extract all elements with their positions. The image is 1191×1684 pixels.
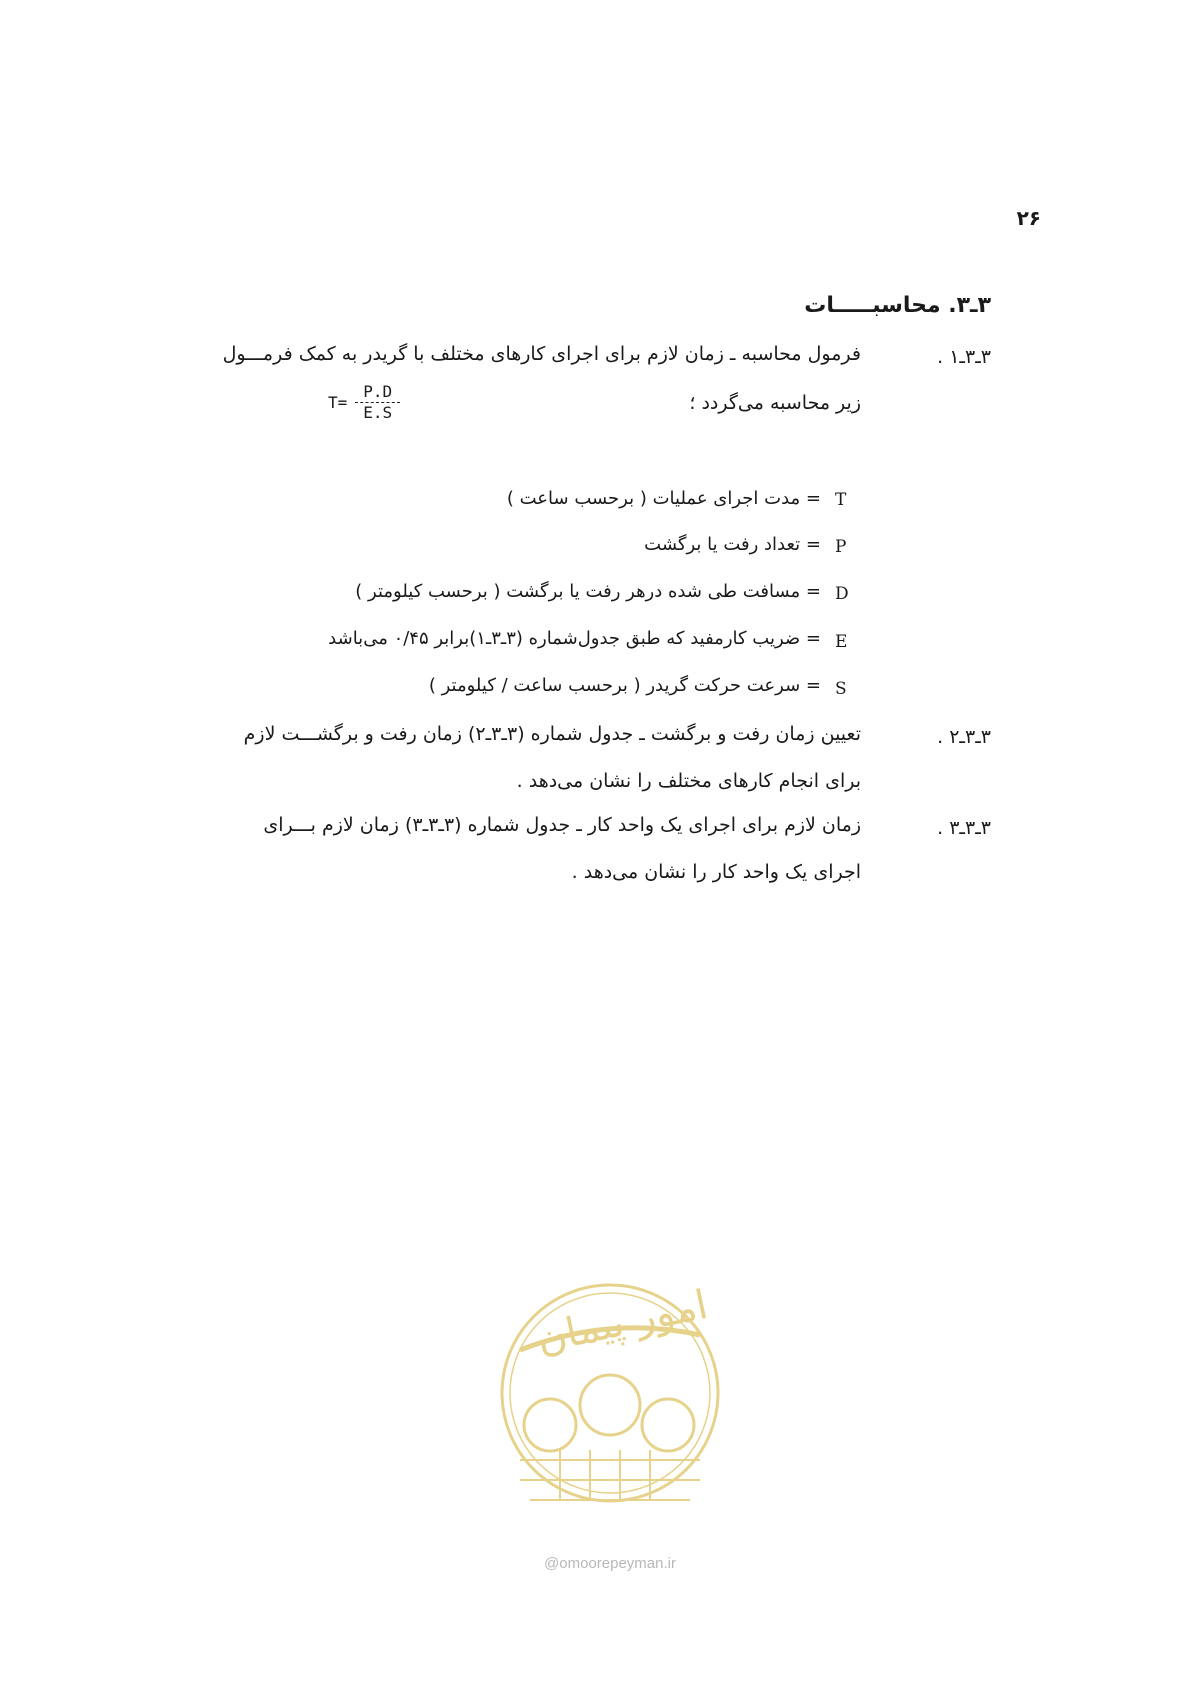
variable-definition: = ضریب کارمفید که طبق جدول‌شماره (۳ـ۳ـ۱)برابر ۰/۴۵ می‌باشد [328, 628, 821, 649]
variable-symbol: D [835, 584, 849, 604]
paragraph-line: فرمول محاسبه ـ زمان لازم برای اجرای کارهای مختلف با گریدر به کمک فرمـــول [222, 343, 861, 365]
page-number: ۲۶ [1016, 206, 1041, 230]
variable-symbol: S [835, 679, 847, 699]
item-number: ۳ـ۳ـ۲ . [937, 726, 991, 748]
formula-lhs: T= [328, 393, 348, 412]
paragraph-line: برای انجام کارهای مختلف را نشان می‌دهد . [516, 770, 861, 792]
paragraph-line: تعیین زمان رفت و برگشت ـ جدول شماره (۳ـ۳ـ۲) زمان رفت و برگشـــت لازم [243, 723, 861, 745]
formula [328, 382, 400, 423]
variable-row [835, 679, 861, 699]
variable-symbol: P [835, 537, 847, 557]
formula-numerator: P.D [355, 382, 400, 403]
paragraph-line: اجرای یک واحد کار را نشان می‌دهد . [571, 861, 861, 883]
formula-denominator: E.S [363, 403, 393, 422]
paragraph-line: زیر محاسبه می‌گردد ؛ [689, 392, 861, 414]
watermark-logo [490, 1255, 730, 1545]
formula-fraction [355, 382, 400, 423]
variable-symbol: T [835, 490, 847, 510]
section-heading: ۳ـ۳. محاسبـــــات [804, 293, 991, 318]
variable-row [835, 632, 861, 652]
item-number: ۳ـ۳ـ۱ . [937, 346, 991, 368]
variable-symbol: E [835, 632, 848, 652]
watermark-logo-text: امور پیمان [532, 1281, 712, 1363]
variable-definition: = تعداد رفت یا برگشت [644, 534, 821, 555]
watermark-site: @omoorepeyman.ir [544, 1555, 676, 1572]
paragraph-line: زمان لازم برای اجرای یک واحد کار ـ جدول شماره (۳ـ۳ـ۳) زمان لازم بـــرای [263, 814, 861, 836]
variable-definition: = مسافت طی شده درهر رفت یا برگشت ( برحسب کیلومتر ) [355, 581, 821, 602]
variable-row [835, 537, 861, 557]
variable-row [835, 584, 861, 604]
watermark [490, 1255, 730, 1595]
item-number: ۳ـ۳ـ۳ . [937, 817, 991, 839]
variable-definition: = سرعت حرکت گریدر ( برحسب ساعت / کیلومتر ) [428, 675, 821, 696]
variable-row [835, 490, 861, 510]
variable-definition: = مدت اجرای عملیات ( برحسب ساعت ) [506, 488, 821, 509]
